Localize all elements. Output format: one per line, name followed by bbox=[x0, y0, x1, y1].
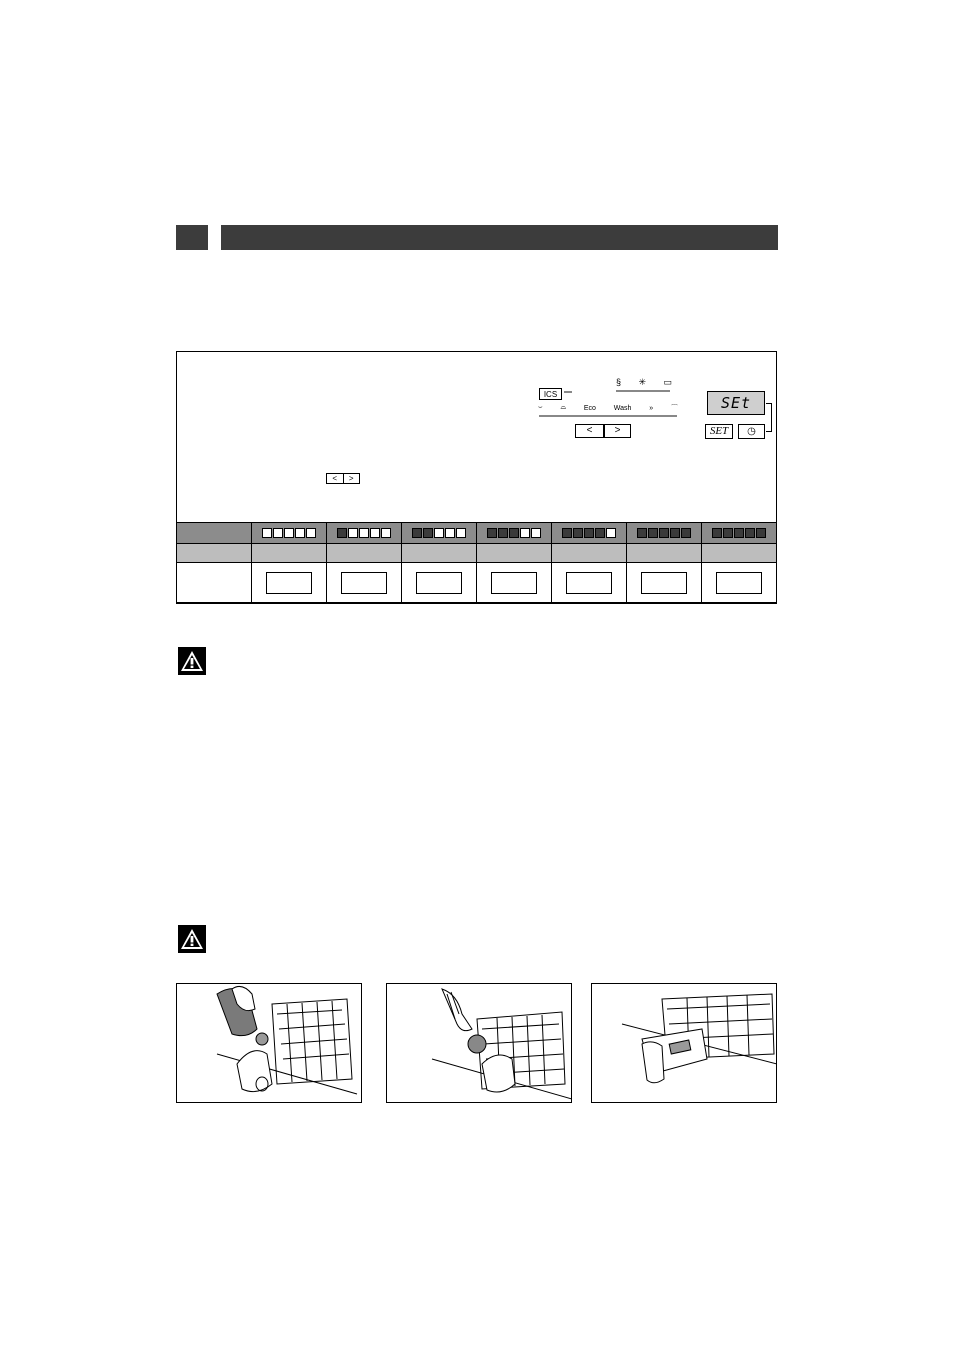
table-cell bbox=[252, 544, 327, 563]
indicator-led-on bbox=[681, 528, 691, 538]
indicator-led-off bbox=[295, 528, 305, 538]
indicator-led-off bbox=[445, 528, 455, 538]
indicator-led-on bbox=[745, 528, 755, 538]
display-box bbox=[491, 572, 537, 594]
indicator-led-on bbox=[562, 528, 572, 538]
indicator-led-on bbox=[509, 528, 519, 538]
indicator-led-off bbox=[359, 528, 369, 538]
chevron-left-icon: < bbox=[327, 474, 344, 483]
illustration-insert-tablet bbox=[386, 983, 572, 1103]
indicator-led-on bbox=[723, 528, 733, 538]
ics-indicator: ICS bbox=[539, 388, 562, 400]
display-row bbox=[177, 563, 777, 603]
display-box bbox=[716, 572, 762, 594]
indicator-led-off bbox=[381, 528, 391, 538]
table-cell bbox=[477, 544, 552, 563]
indicator-led-on bbox=[423, 528, 433, 538]
indicator-led-on bbox=[573, 528, 583, 538]
table-cell bbox=[627, 563, 702, 603]
indicator-led-on bbox=[487, 528, 497, 538]
indicator-cell bbox=[702, 523, 777, 544]
indicator-led-on bbox=[659, 528, 669, 538]
table-cell bbox=[402, 544, 477, 563]
section-title-bar bbox=[221, 225, 778, 250]
indicator-led-on bbox=[712, 528, 722, 538]
indicator-cell bbox=[327, 523, 402, 544]
indicator-led-off bbox=[306, 528, 316, 538]
basket-illustration bbox=[387, 984, 572, 1103]
intensive-icon: ⌣ bbox=[538, 404, 543, 411]
indicator-led-on bbox=[648, 528, 658, 538]
basket-illustration bbox=[177, 984, 362, 1103]
indicator-led-off bbox=[273, 528, 283, 538]
indicator-led-on bbox=[670, 528, 680, 538]
indicator-led-off bbox=[531, 528, 541, 538]
status-underline bbox=[616, 390, 670, 392]
indicator-led-off bbox=[456, 528, 466, 538]
chevron-left-icon: < bbox=[586, 425, 593, 436]
indicator-cell bbox=[552, 523, 627, 544]
display-box bbox=[266, 572, 312, 594]
table-header-cell bbox=[177, 523, 252, 544]
status-icons bbox=[616, 377, 672, 389]
delay-start-button[interactable] bbox=[738, 424, 765, 439]
indicator-led-on bbox=[584, 528, 594, 538]
table-cell bbox=[552, 544, 627, 563]
indicator-row bbox=[177, 523, 777, 544]
table-cell bbox=[627, 544, 702, 563]
ics-led bbox=[564, 391, 572, 393]
indicator-led-off bbox=[370, 528, 380, 538]
table-header-cell bbox=[177, 544, 252, 563]
illustration-pour-salt bbox=[176, 983, 362, 1103]
indicator-led-on bbox=[412, 528, 422, 538]
indicator-led-off bbox=[520, 528, 530, 538]
display-box bbox=[416, 572, 462, 594]
illustration-dispenser-loaded bbox=[591, 983, 777, 1103]
warning-icon bbox=[178, 647, 206, 675]
table-cell bbox=[402, 563, 477, 603]
indicator-cell bbox=[627, 523, 702, 544]
indicator-led-on bbox=[756, 528, 766, 538]
warning-icon bbox=[178, 925, 206, 953]
indicator-cell bbox=[477, 523, 552, 544]
indicator-led-on bbox=[595, 528, 605, 538]
table-header-cell bbox=[177, 563, 252, 603]
rinse-icon: ⌒ bbox=[670, 405, 678, 412]
indicator-cell bbox=[252, 523, 327, 544]
program-underline bbox=[539, 415, 677, 417]
section-number-bar bbox=[176, 225, 208, 250]
indicator-led-off bbox=[434, 528, 444, 538]
table-cell bbox=[702, 563, 777, 603]
table-cell bbox=[702, 544, 777, 563]
indicator-led-off bbox=[262, 528, 272, 538]
indicator-led-off bbox=[348, 528, 358, 538]
basket-illustration bbox=[592, 984, 777, 1103]
table-cell bbox=[252, 563, 327, 603]
indicator-led-off bbox=[606, 528, 616, 538]
label-row bbox=[177, 544, 777, 563]
indicator-led-on bbox=[337, 528, 347, 538]
normal-icon: ⌓ bbox=[560, 404, 566, 411]
half-load-icon: ▭ bbox=[663, 377, 672, 387]
button-bracket bbox=[766, 403, 772, 432]
inline-arrow-keys bbox=[326, 473, 360, 484]
rinse-aid-icon: ✳ bbox=[638, 377, 647, 387]
program-icons bbox=[538, 402, 678, 414]
program-right-button[interactable] bbox=[604, 424, 631, 438]
salt-icon: § bbox=[616, 377, 622, 387]
eco-label: Eco bbox=[583, 404, 596, 412]
indicator-cell bbox=[402, 523, 477, 544]
chevron-right-icon: > bbox=[348, 474, 354, 483]
display-box bbox=[566, 572, 612, 594]
display-box bbox=[641, 572, 687, 594]
table-cell bbox=[327, 563, 402, 603]
display-readout: SEt bbox=[707, 391, 765, 415]
settings-table bbox=[176, 522, 777, 603]
display-box bbox=[341, 572, 387, 594]
wash-label: Wash bbox=[613, 404, 632, 412]
set-button[interactable]: SET bbox=[705, 424, 733, 439]
program-left-button[interactable] bbox=[575, 424, 604, 438]
quick-icon: » bbox=[649, 404, 654, 412]
table-cell bbox=[552, 563, 627, 603]
table-cell bbox=[327, 544, 402, 563]
indicator-led-on bbox=[498, 528, 508, 538]
indicator-led-on bbox=[734, 528, 744, 538]
indicator-led-off bbox=[284, 528, 294, 538]
table-cell bbox=[477, 563, 552, 603]
indicator-led-on bbox=[637, 528, 647, 538]
clock-icon: ◷ bbox=[747, 426, 756, 437]
chevron-right-icon: > bbox=[614, 425, 621, 436]
